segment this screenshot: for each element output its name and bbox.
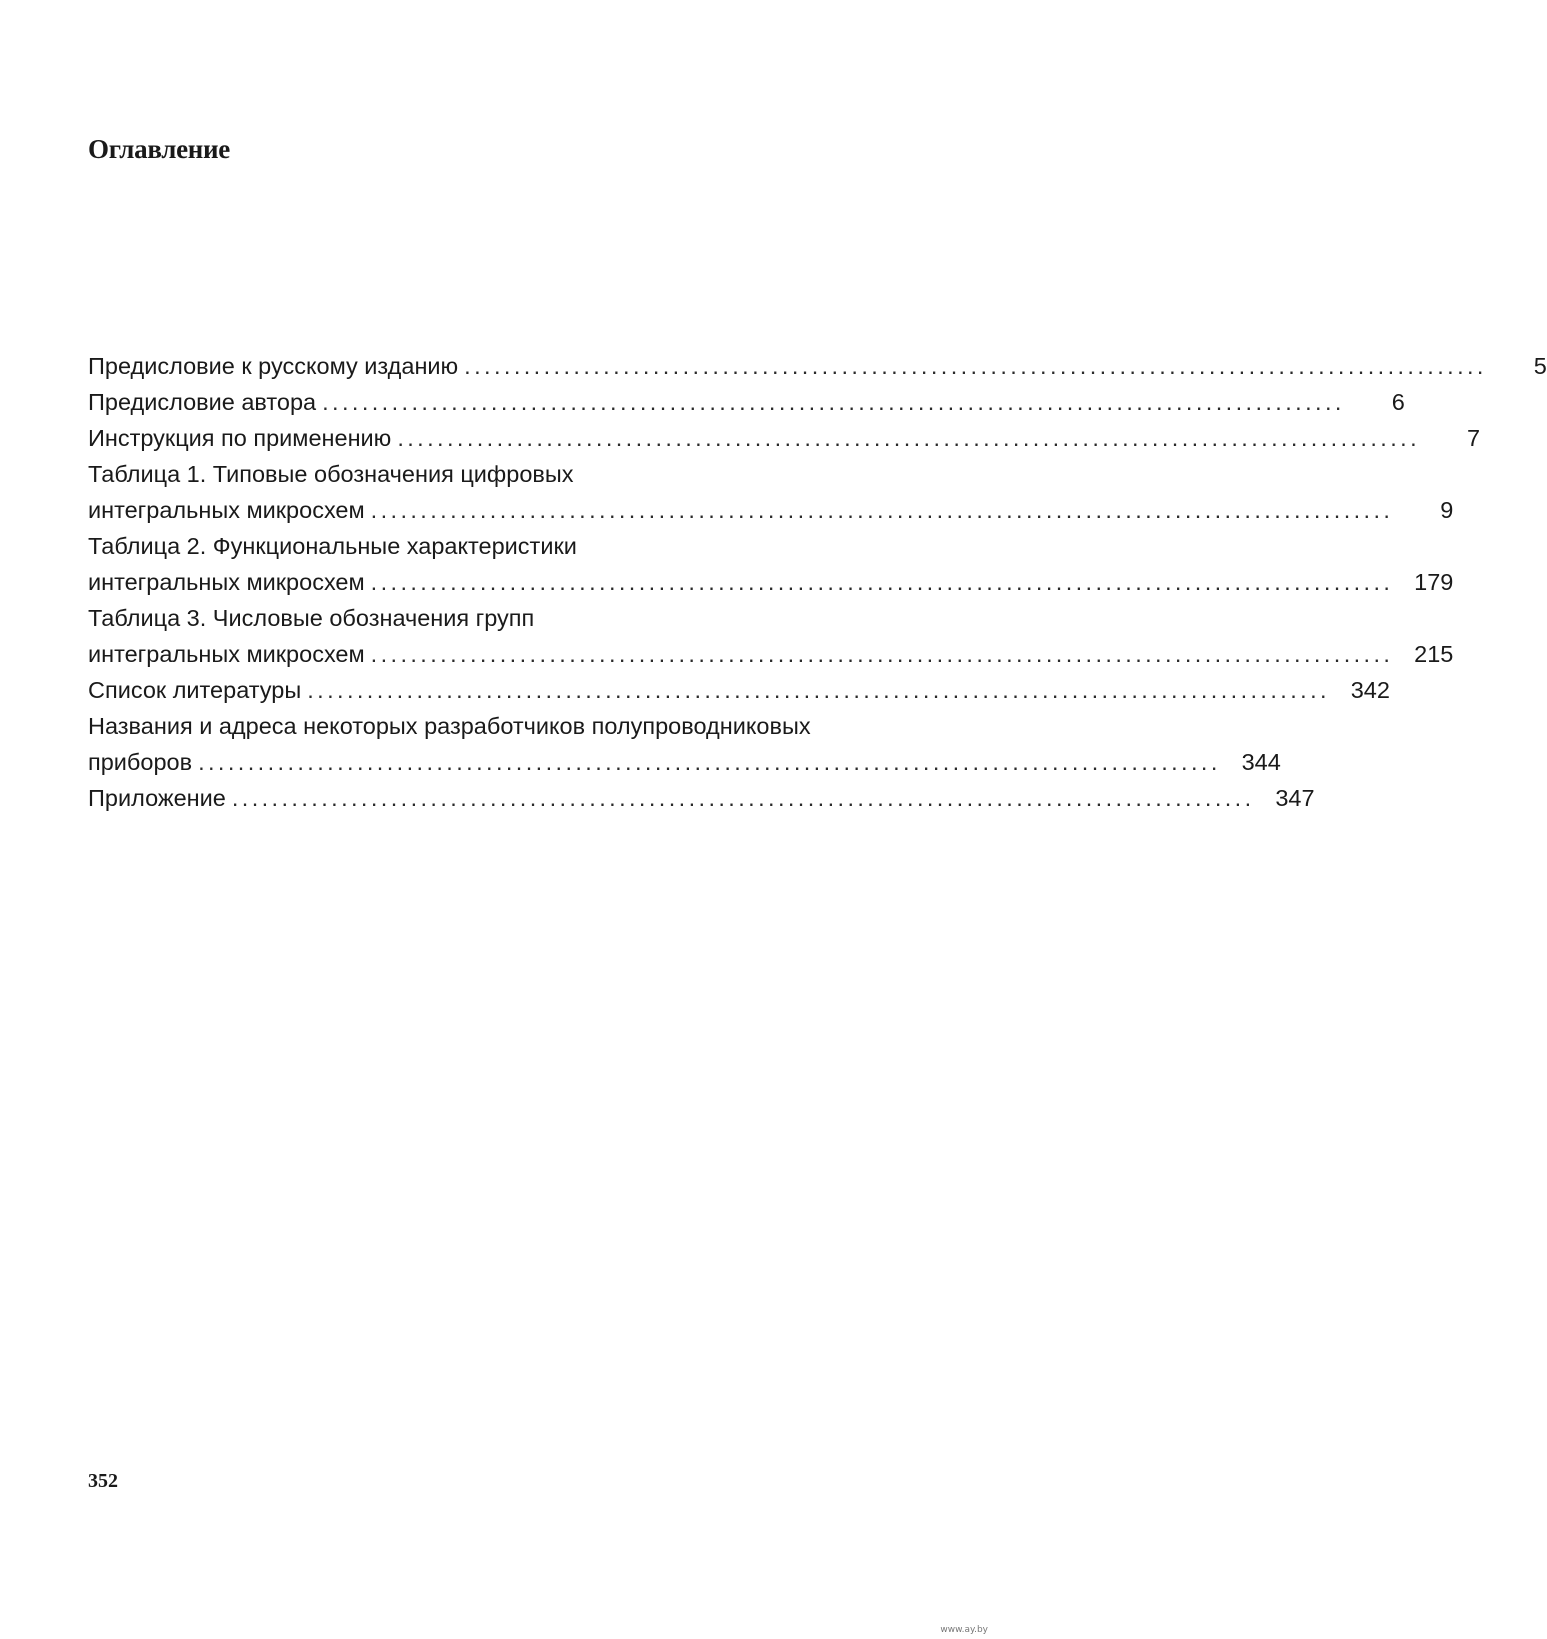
table-of-contents xyxy=(88,348,1547,816)
page-number: 352 xyxy=(88,1470,118,1492)
toc-entry-title: Предисловие к русскому изданию xyxy=(88,353,459,379)
dot-leader: ....................................................................................................... xyxy=(464,353,1487,379)
toc-entry-table-2 xyxy=(88,528,1454,600)
dot-leader: ....................................................................................................... xyxy=(307,677,1330,703)
toc-page-number: 6 xyxy=(1391,389,1405,415)
toc-page-number: 9 xyxy=(1440,497,1454,523)
dot-leader: ....................................................................................................... xyxy=(370,641,1394,667)
toc-entry-title-continuation: приборов xyxy=(88,749,193,775)
toc-entry-preface-author xyxy=(88,384,1405,420)
toc-page-number: 342 xyxy=(1350,677,1390,703)
toc-page-number: 215 xyxy=(1414,641,1454,667)
dot-leader: ....................................................................................................... xyxy=(198,749,1221,775)
toc-entry-table-1 xyxy=(88,456,1454,528)
toc-entry-title: Приложение xyxy=(88,785,226,811)
dot-leader: ....................................................................................................... xyxy=(397,425,1421,451)
toc-entry-references xyxy=(88,672,1390,708)
toc-entry-title-line: Названия и адреса некоторых разработчиков полупроводниковых xyxy=(88,713,811,739)
toc-entry-title: Список литературы xyxy=(88,677,302,703)
toc-entry-title-continuation: интегральных микросхем xyxy=(88,569,365,595)
dot-leader: ....................................................................................................... xyxy=(322,389,1345,415)
watermark: www.ay.by xyxy=(940,1625,988,1635)
toc-entry-title-line: Таблица 2. Функциональные характеристики xyxy=(88,533,577,559)
toc-entry-title-continuation: интегральных микросхем xyxy=(88,497,365,523)
toc-entry-title-line: Таблица 3. Числовые обозначения групп xyxy=(88,605,535,631)
toc-page-number: 347 xyxy=(1275,785,1315,811)
toc-page-number: 344 xyxy=(1241,749,1281,775)
dot-leader: ....................................................................................................... xyxy=(231,785,1255,811)
toc-entry-title: Инструкция по применению xyxy=(88,425,392,451)
dot-leader: ....................................................................................................... xyxy=(370,569,1394,595)
toc-page-number: 7 xyxy=(1466,425,1481,451)
toc-entry-title: Предисловие автора xyxy=(88,389,317,415)
toc-entry-instructions xyxy=(88,420,1481,456)
toc-entry-developers xyxy=(88,708,1281,780)
toc-entry-title-line: Таблица 1. Типовые обозначения цифровых xyxy=(88,461,574,487)
toc-entry-preface-russian xyxy=(88,348,1547,384)
toc-entry-table-3 xyxy=(88,600,1454,672)
toc-entry-appendix xyxy=(88,780,1315,816)
toc-entry-title-continuation: интегральных микросхем xyxy=(88,641,365,667)
page-title: Оглавление xyxy=(88,134,230,164)
dot-leader: ....................................................................................................... xyxy=(370,497,1394,523)
toc-page-number: 5 xyxy=(1533,353,1547,379)
toc-page-number: 179 xyxy=(1414,569,1454,595)
